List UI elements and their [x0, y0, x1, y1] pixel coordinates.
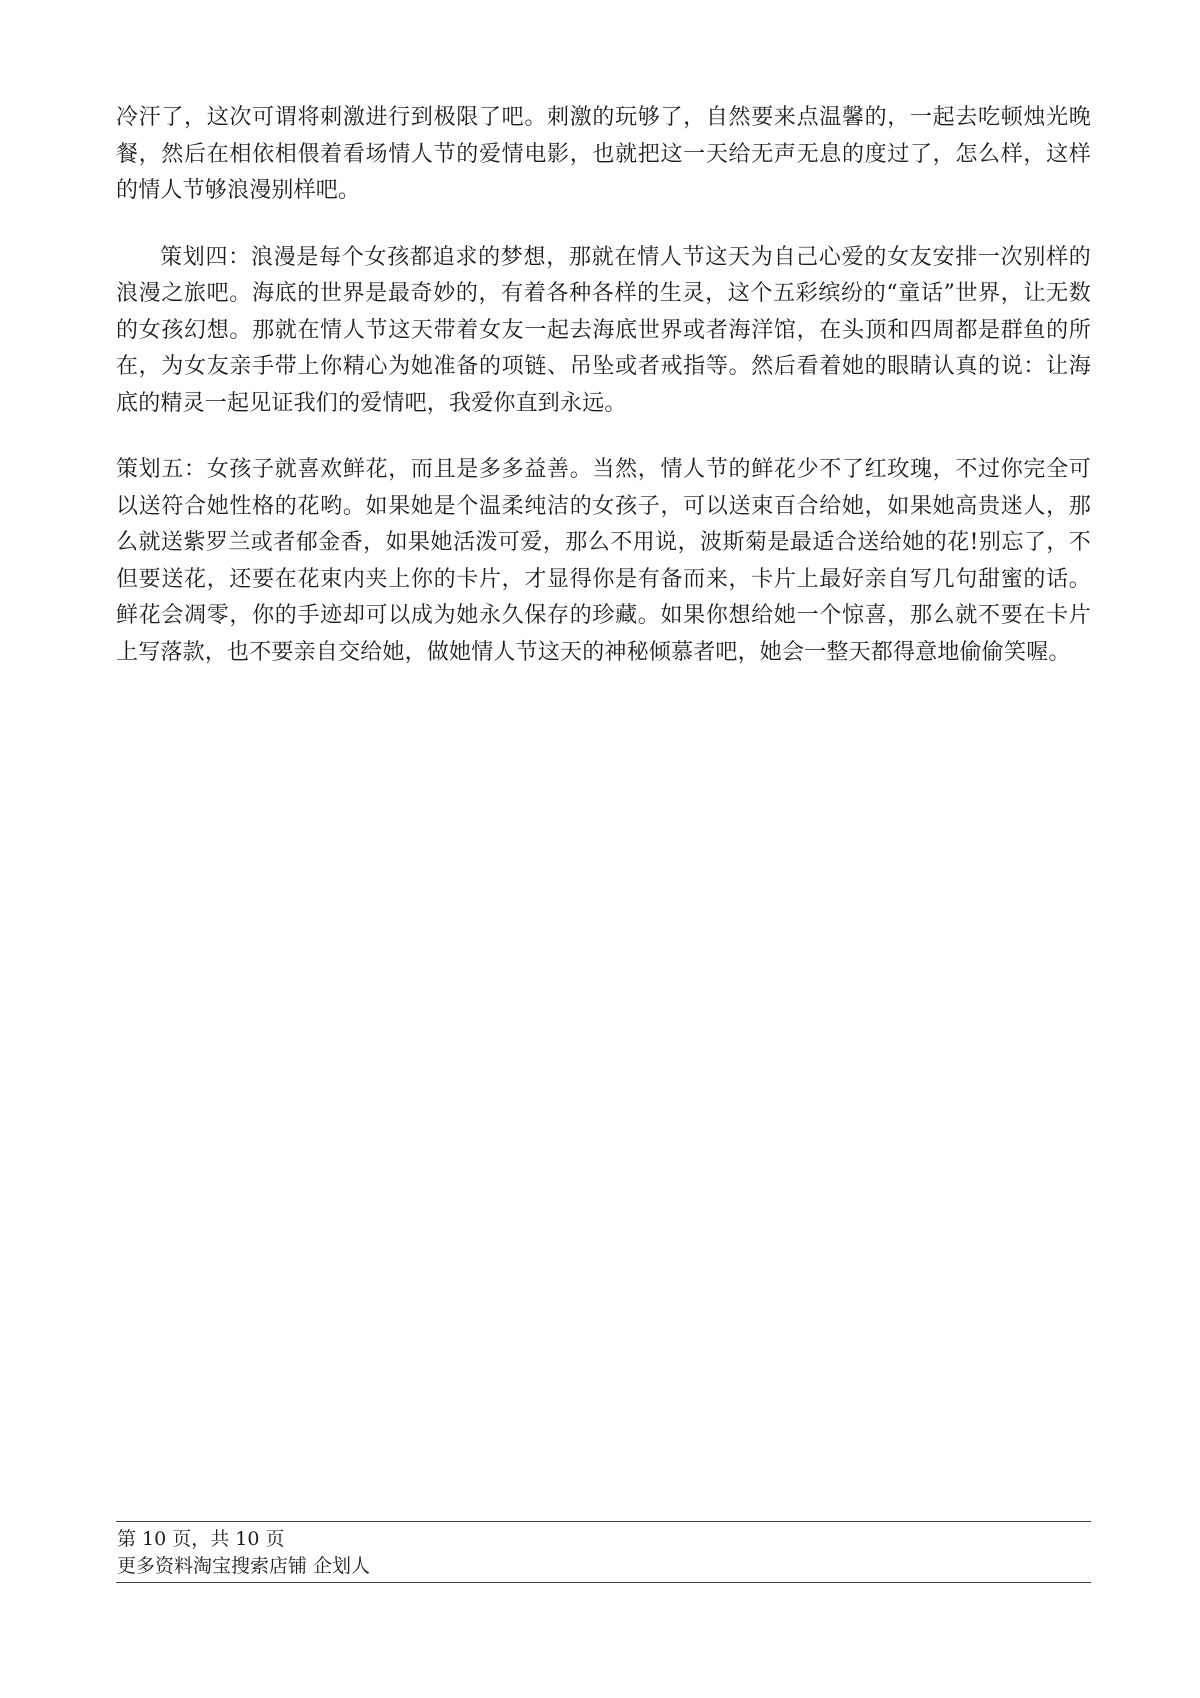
footer-bottom-rule	[116, 1582, 1091, 1583]
paragraph-plan-five: 策划五：女孩子就喜欢鲜花，而且是多多益善。当然，情人节的鲜花少不了红玫瑰，不过你完全可以送符合她性格的花哟。如果她是个温柔纯洁的女孩子，可以送束百合给她，如果她高贵迷人，那么就送紫罗兰或者郁金香，如果她活泼可爱，那么不用说，波斯菊是最适合送给她的花!别忘了，不但要送花，还要在花束内夹上你的卡片，才显得你是有备而来，卡片上最好亲自写几句甜蜜的话。鲜花会凋零，你的手迹却可以成为她永久保存的珍藏。如果你想给她一个惊喜，那么就不要在卡片上写落款，也不要亲自交给她，做她情人节这天的神秘倾慕者吧，她会一整天都得意地偷偷笑喔。	[116, 457, 1091, 665]
paragraph-plan-four: 策划四：浪漫是每个女孩都追求的梦想，那就在情人节这天为自己心爱的女友安排一次别样的浪漫之旅吧。海底的世界是最奇妙的，有着各种各样的生灵，这个五彩缤纷的“童话”世界，让无数的女孩幻想。那就在情人节这天带着女友一起去海底世界或者海洋馆，在头顶和四周都是群鱼的所在，为女友亲手带上你精心为她准备的项链、吊坠或者戒指等。然后看着她的眼睛认真的说：让海底的精灵一起见证我们的爱情吧，我爱你直到永远。	[116, 244, 1091, 416]
footer-store-note: 更多资料淘宝搜索店铺 企划人	[117, 1555, 371, 1577]
page-footer	[116, 1521, 1091, 1583]
paragraph-gap	[116, 422, 1091, 452]
footer-top-rule	[116, 1521, 1091, 1522]
page-number: 第 10 页，共 10 页	[117, 1528, 285, 1550]
document-body	[116, 100, 1091, 671]
paragraph-gap	[116, 210, 1091, 240]
paragraph-continuation: 冷汗了，这次可谓将刺激进行到极限了吧。刺激的玩够了，自然要来点温馨的，一起去吃顿烛光晚餐，然后在相依相偎着看场情人节的爱情电影，也就把这一天给无声无息的度过了，怎么样，这样的情人节够浪漫别样吧。	[116, 105, 1091, 203]
